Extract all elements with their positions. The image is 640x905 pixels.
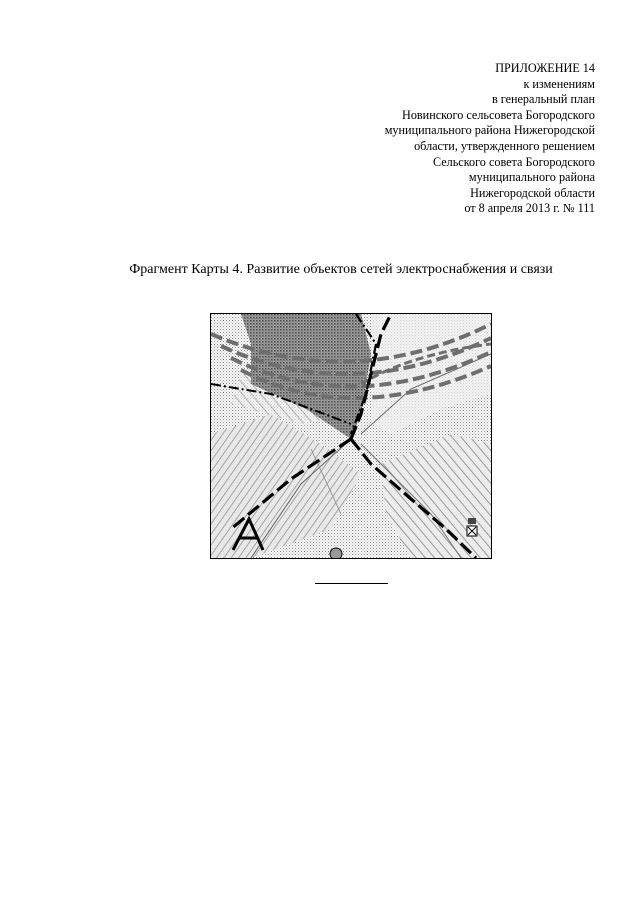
- appendix-line: муниципального района Нижегородской: [384, 123, 595, 138]
- appendix-line: муниципального района: [468, 170, 595, 185]
- appendix-line: Новинского сельсовета Богородского: [402, 107, 595, 122]
- appendix-line: в генеральный план: [491, 92, 595, 107]
- map-fragment-image: [211, 314, 491, 558]
- appendix-date-line: от 8 апреля 2013 г. № 111: [464, 201, 595, 216]
- map-fragment: [210, 313, 492, 559]
- section-divider: [315, 583, 388, 584]
- map-caption: Фрагмент Карты 4. Развитие объектов сетей электроснабжения и связи: [129, 262, 553, 277]
- appendix-header: [275, 61, 595, 217]
- appendix-line: Нижегородской области: [470, 185, 595, 200]
- appendix-title: ПРИЛОЖЕНИЕ 14: [495, 61, 595, 75]
- appendix-line: к изменениям: [523, 76, 595, 91]
- appendix-line: области, утвержденного решением: [414, 138, 595, 153]
- appendix-line: Сельского совета Богородского: [432, 154, 595, 169]
